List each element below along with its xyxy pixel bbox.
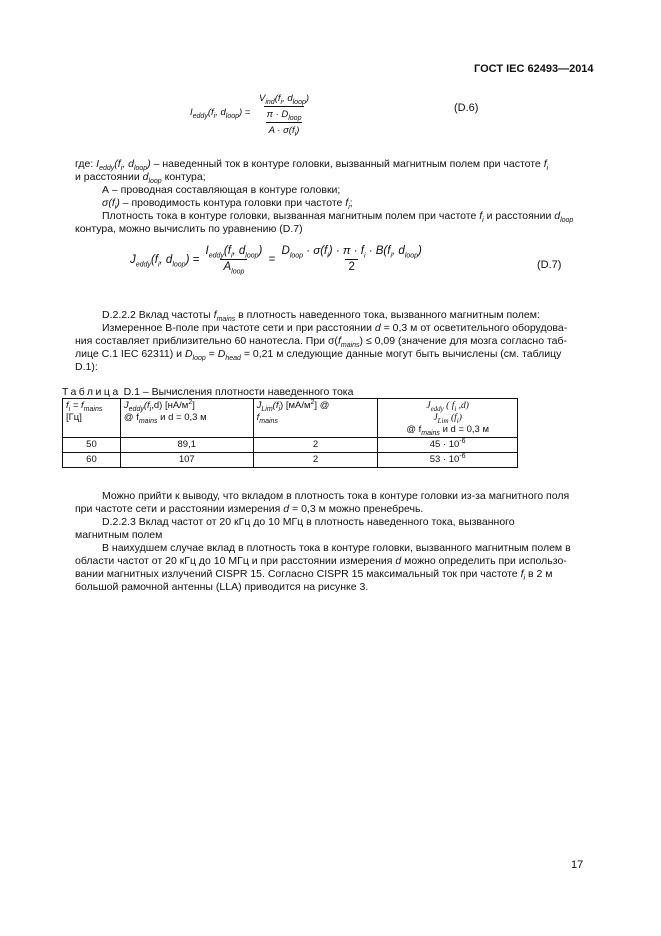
cell-jeddy: 107 [120, 453, 253, 468]
paragraph-current-density: Плотность тока в контуре головки, вызванная магнитным полем при частоте $f_i$ и расстоянии $d_{loop}$ контура, можно вычислить по уравнению (D.7) [75, 210, 574, 235]
definition-ieddy: где: $I_{eddy}(f_i$, $d_{loop}$) – наведенный ток в контуре головки, вызванный магнитным полем при частоте $f_i$ и расстоянии $d_{loop}$ контура; [75, 158, 549, 186]
table-header-row [63, 399, 518, 438]
paragraph-conclusion: Можно прийти к выводу, что вкладом в плотность тока в контуре головки из-за магнитного поля при частоте сети и расстоянии измерения d = 0,3 м можно пренебречь. [75, 490, 570, 515]
cell-frequency: 60 [63, 453, 121, 468]
equation-d6-number: (D.6) [454, 102, 479, 114]
eq-d6-lhs: $I_{eddy}(f_i$, $d_{loop}$) = [190, 107, 251, 120]
section-d2-2-2-heading: D.2.2.2 Вклад частоты $f_{mains}$ в плотность наведенного тока, вызванного магнитным полем: [102, 309, 540, 324]
equation-d7: $J_{eddy}(f_i$, $d_{loop}$) = $\frac{I_{eddy}(f_i, d_{loop})}{A_{loop}}$ = $\frac{D_{loop} \cdot \sigma(f_i) \cdot \pi \cdot f_i \cdot B(f_i, d_{loop})}{2}$ [130, 245, 425, 274]
table-row [63, 438, 518, 453]
eq-d7-fraction-1: $\frac{I_{eddy}(f_i, d_{loop})}{A_{loop}}$ [205, 245, 263, 276]
header-ratio: $J_{eddy}$ ( $f_i$ ,d) $J_{Lim}$ $(f_i)$ @ $f_{mains}$ и d = 0,3 м [378, 399, 518, 438]
equation-d6 [190, 92, 315, 137]
table-d1 [62, 398, 518, 468]
document-header: ГОСТ IEC 62493—2014 [474, 63, 594, 75]
header-frequency: $f_i = f_{mains}$ [Гц] [63, 399, 121, 438]
paragraph-measured-field: Измеренное В-поле при частоте сети и при расстоянии d = 0,3 м от осветительного оборудова- ния составляет приблизительно 60 нанотесла. При $\sigma(f_{mains}) \le 0,09$ (значение для мозга согласно таб- лице C.1 IEC 62311) и $D_{loop} = D_{head} = 0,21$ м следующие данные могут быть вычислены (см. таблицу D.1): [75, 322, 568, 373]
cell-jeddy: 89,1 [120, 438, 253, 453]
equation-d7-number: (D.7) [537, 259, 562, 271]
table-caption: Таблица D.1 – Вычисления плотности наведенного тока [62, 386, 354, 398]
cell-jlim: 2 [253, 453, 378, 468]
eq-d6-inner-fraction: $\frac{V_{ind}(f_i, d_{loop})}{\pi \cdot D_{loop}}$ [259, 93, 310, 122]
header-jlim: $J_{Lim}(f_i)$ $[мА/м^2]$ @ $f_{mains}$ [253, 399, 378, 438]
cell-jlim: 2 [253, 438, 378, 453]
page-number: 17 [571, 859, 584, 871]
paragraph-worst-case: В наихудшем случае вклад в плотность тока в контуре головки, вызванного магнитным полем в области частот от 20 кГц до 10 МГц и при расстоянии измерения d можно определить при использо- вании магнитных излучений CISPR 15. Согласно CISPR 15 максимальный ток при частоте $f_i$ в 2 м большой рамочной антенны (LLA) приводится на рисунке 3. [75, 542, 571, 593]
header-jeddy: $J_{eddy}(f_i,d)$ $[нА/м^2]$ @ $f_{mains}$ и d = 0,3 м [120, 399, 253, 438]
eq-d6-fraction: $\frac{\frac{V_{ind}(f_i, d_{loop})}{\pi \cdot D_{loop}}}{A \cdot \sigma(f_i)}$ [253, 92, 315, 137]
cell-frequency: 50 [63, 438, 121, 453]
section-d2-2-3-heading: D.2.2.3 Вклад частот от 20 кГц до 10 МГц в плотность наведенного тока, вызванного магнитным полем [75, 516, 515, 541]
definition-sigma: $\sigma(f_i)$ – проводимость контура головки при частоте $f_i$; [102, 197, 353, 212]
definition-a: А – проводная составляющая в контуре головки; [102, 184, 341, 196]
eq-d7-fraction-2: $\frac{D_{loop} \cdot \sigma(f_i) \cdot \pi \cdot f_i \cdot B(f_i, d_{loop})}{2}$ [281, 245, 422, 273]
table-row [63, 453, 518, 468]
cell-ratio: $53 \cdot 10^{-6}$ [378, 453, 518, 468]
eq-d7-lhs: $J_{eddy}(f_i$, $d_{loop}$) = [130, 253, 200, 268]
cell-ratio: $45 \cdot 10^{-6}$ [378, 438, 518, 453]
